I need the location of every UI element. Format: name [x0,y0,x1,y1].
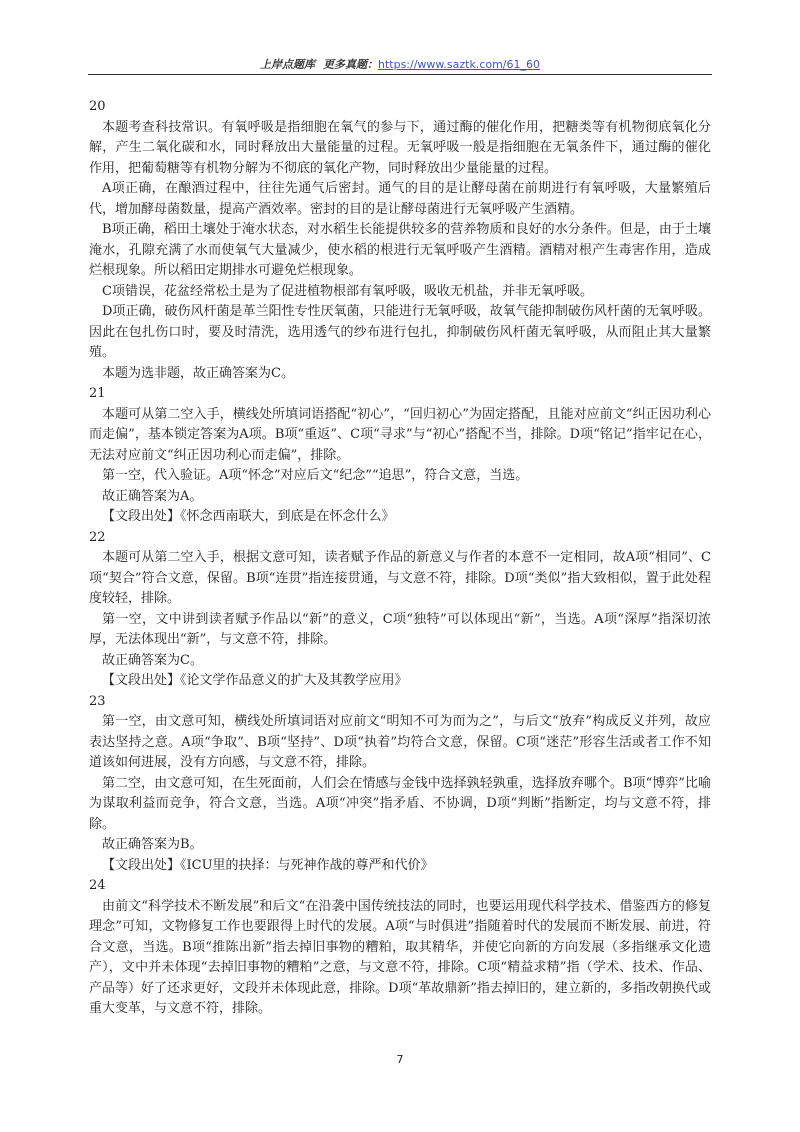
header-divider [88,74,712,75]
paragraph: 【文段出处】《怀念西南联大，到底是在怀念什么》 [102,509,395,524]
question-number: 23 [89,693,106,709]
paragraph: C项错误，花盆经常松土是为了促进植物根部有氧呼吸，吸收无机盐，并非无氧呼吸。 [102,283,593,299]
paragraph: 第一空，文中讲到读者赋予作品以“新”的意义，C项“独特”可以体现出“新”，当选。A项“深厚”指深切浓厚，无法体现出“新”，与文意不符，排除。 [89,611,711,647]
document-body [89,97,711,1020]
paragraph: 本题为选非题，故正确答案为C。 [102,365,294,381]
paragraph: 由前文“科学技术不断发展”和后文“在沿袭中国传统技法的同时，也要运用现代科学技术、借鉴西方的修复理念”可知，文物修复工作也要跟得上时代的发展。A项“与时俱进”指随着时代的发展而不断发展、前进，符合文意，当选。B项“推陈出新”指去掉旧事物的糟粕，取其精华，并使它向新的方向发展（多指继承文化遗产），文中并未体现“去掉旧事物的糟粕”之意，与文意不符，排除。C项“精益求精”指（学术、技术、作品、产品等）好了还求更好，文段并未体现此意，排除。D项“革故鼎新”指去掉旧的，建立新的，多指改朝换代或重大变革，与文意不符，排除。 [89,898,711,1016]
paragraph: B项正确，稻田土壤处于淹水状态，对水稻生长能提供较多的营养物质和良好的水分条件。但是，由于土壤淹水，孔隙充满了水而使氧气大量减少，使水稻的根进行无氧呼吸产生酒精。酒精对根产生毒害作用，造成烂根现象。所以稻田定期排水可避免烂根现象。 [89,222,711,278]
header-brand: 上岸点题库 [259,58,315,71]
question-number: 21 [89,386,106,401]
header-label: 更多真题： [322,58,378,71]
paragraph: D项正确，破伤风杆菌是革兰阳性专性厌氧菌，只能进行无氧呼吸，故氧气能抑制破伤风杆菌的无氧呼吸。因此在包扎伤口时，要及时清洗，选用透气的纱布进行包扎，抑制破伤风杆菌无氧呼吸，从而阻止其大量繁殖。 [89,304,711,360]
paragraph: 【文段出处】《论文学作品意义的扩大及其教学应用》 [102,673,408,688]
paragraph: 本题可从第二空入手，横线处所填词语搭配“初心”，“回归初心”为固定搭配，且能对应前文“纠正因功利心而走偏”，基本锁定答案为A项。B项“重返”、C项“寻求”与“初心”搭配不当，排除。D项“铭记”指牢记在心，无法对应前文“纠正因功利心而走偏”，排除。 [89,406,711,463]
paragraph: 故正确答案为A。 [102,488,203,504]
paragraph: A项正确，在酿酒过程中，往往先通气后密封。通气的目的是让酵母菌在前期进行有氧呼吸，大量繁殖后代，增加酵母菌数量，提高产酒效率。密封的目的是让酵母菌进行无氧呼吸产生酒精。 [89,181,711,217]
paragraph: 第二空，由文意可知，在生死面前，人们会在情感与金钱中选择孰轻孰重，选择放弃哪个。B项“博弈”比喻为谋取利益而竞争，符合文意，当选。A项“冲突”指矛盾、不协调，D项“判断”指断定，均与文意不符，排除。 [89,775,711,832]
paragraph: 故正确答案为B。 [102,837,203,852]
paragraph: 本题可从第二空入手，根据文意可知，读者赋予作品的新意义与作者的本意不一定相同，故A项“相同”、C项“契合”符合文意，保留。B项“连贯”指连接贯通，与文意不符，排除。D项“类似”指大致相似，置于此处程度较轻，排除。 [89,550,711,606]
question-number: 22 [89,529,106,545]
paragraph: 第一空，代入验证。A项“怀念”对应后文“纪念”“追思”，符合文意，当选。 [102,468,529,483]
page-number: 7 [396,1053,404,1066]
question-number: 20 [89,99,106,114]
paragraph: 第一空，由文意可知，横线处所填词语对应前文“明知不可为而为之”，与后文“放弃”构成反义并列，故应表达坚持之意。A项“争取”、B项“坚持”、D项“执着”均符合文意，保留。C项“迷茫”形容生活或者工作不知道该如何进展，没有方向感，与文意不符，排除。 [89,714,711,770]
paragraph: 【文段出处】《ICU里的抉择：与死神作战的尊严和代价》 [102,857,434,873]
header-link[interactable]: https://www.saztk.com/61_60 [377,58,541,71]
question-number: 24 [89,878,106,893]
paragraph: 故正确答案为C。 [102,652,203,668]
page-header [0,56,800,72]
paragraph: 本题考查科技常识。有氧呼吸是指细胞在氧气的参与下，通过酶的催化作用，把糖类等有机物彻底氧化分解，产生二氧化碳和水，同时释放出大量能量的过程。无氧呼吸一般是指细胞在无氧条件下，通过酶的催化作用，把葡萄糖等有机物分解为不彻底的氧化产物，同时释放出少量能量的过程。 [89,119,711,176]
